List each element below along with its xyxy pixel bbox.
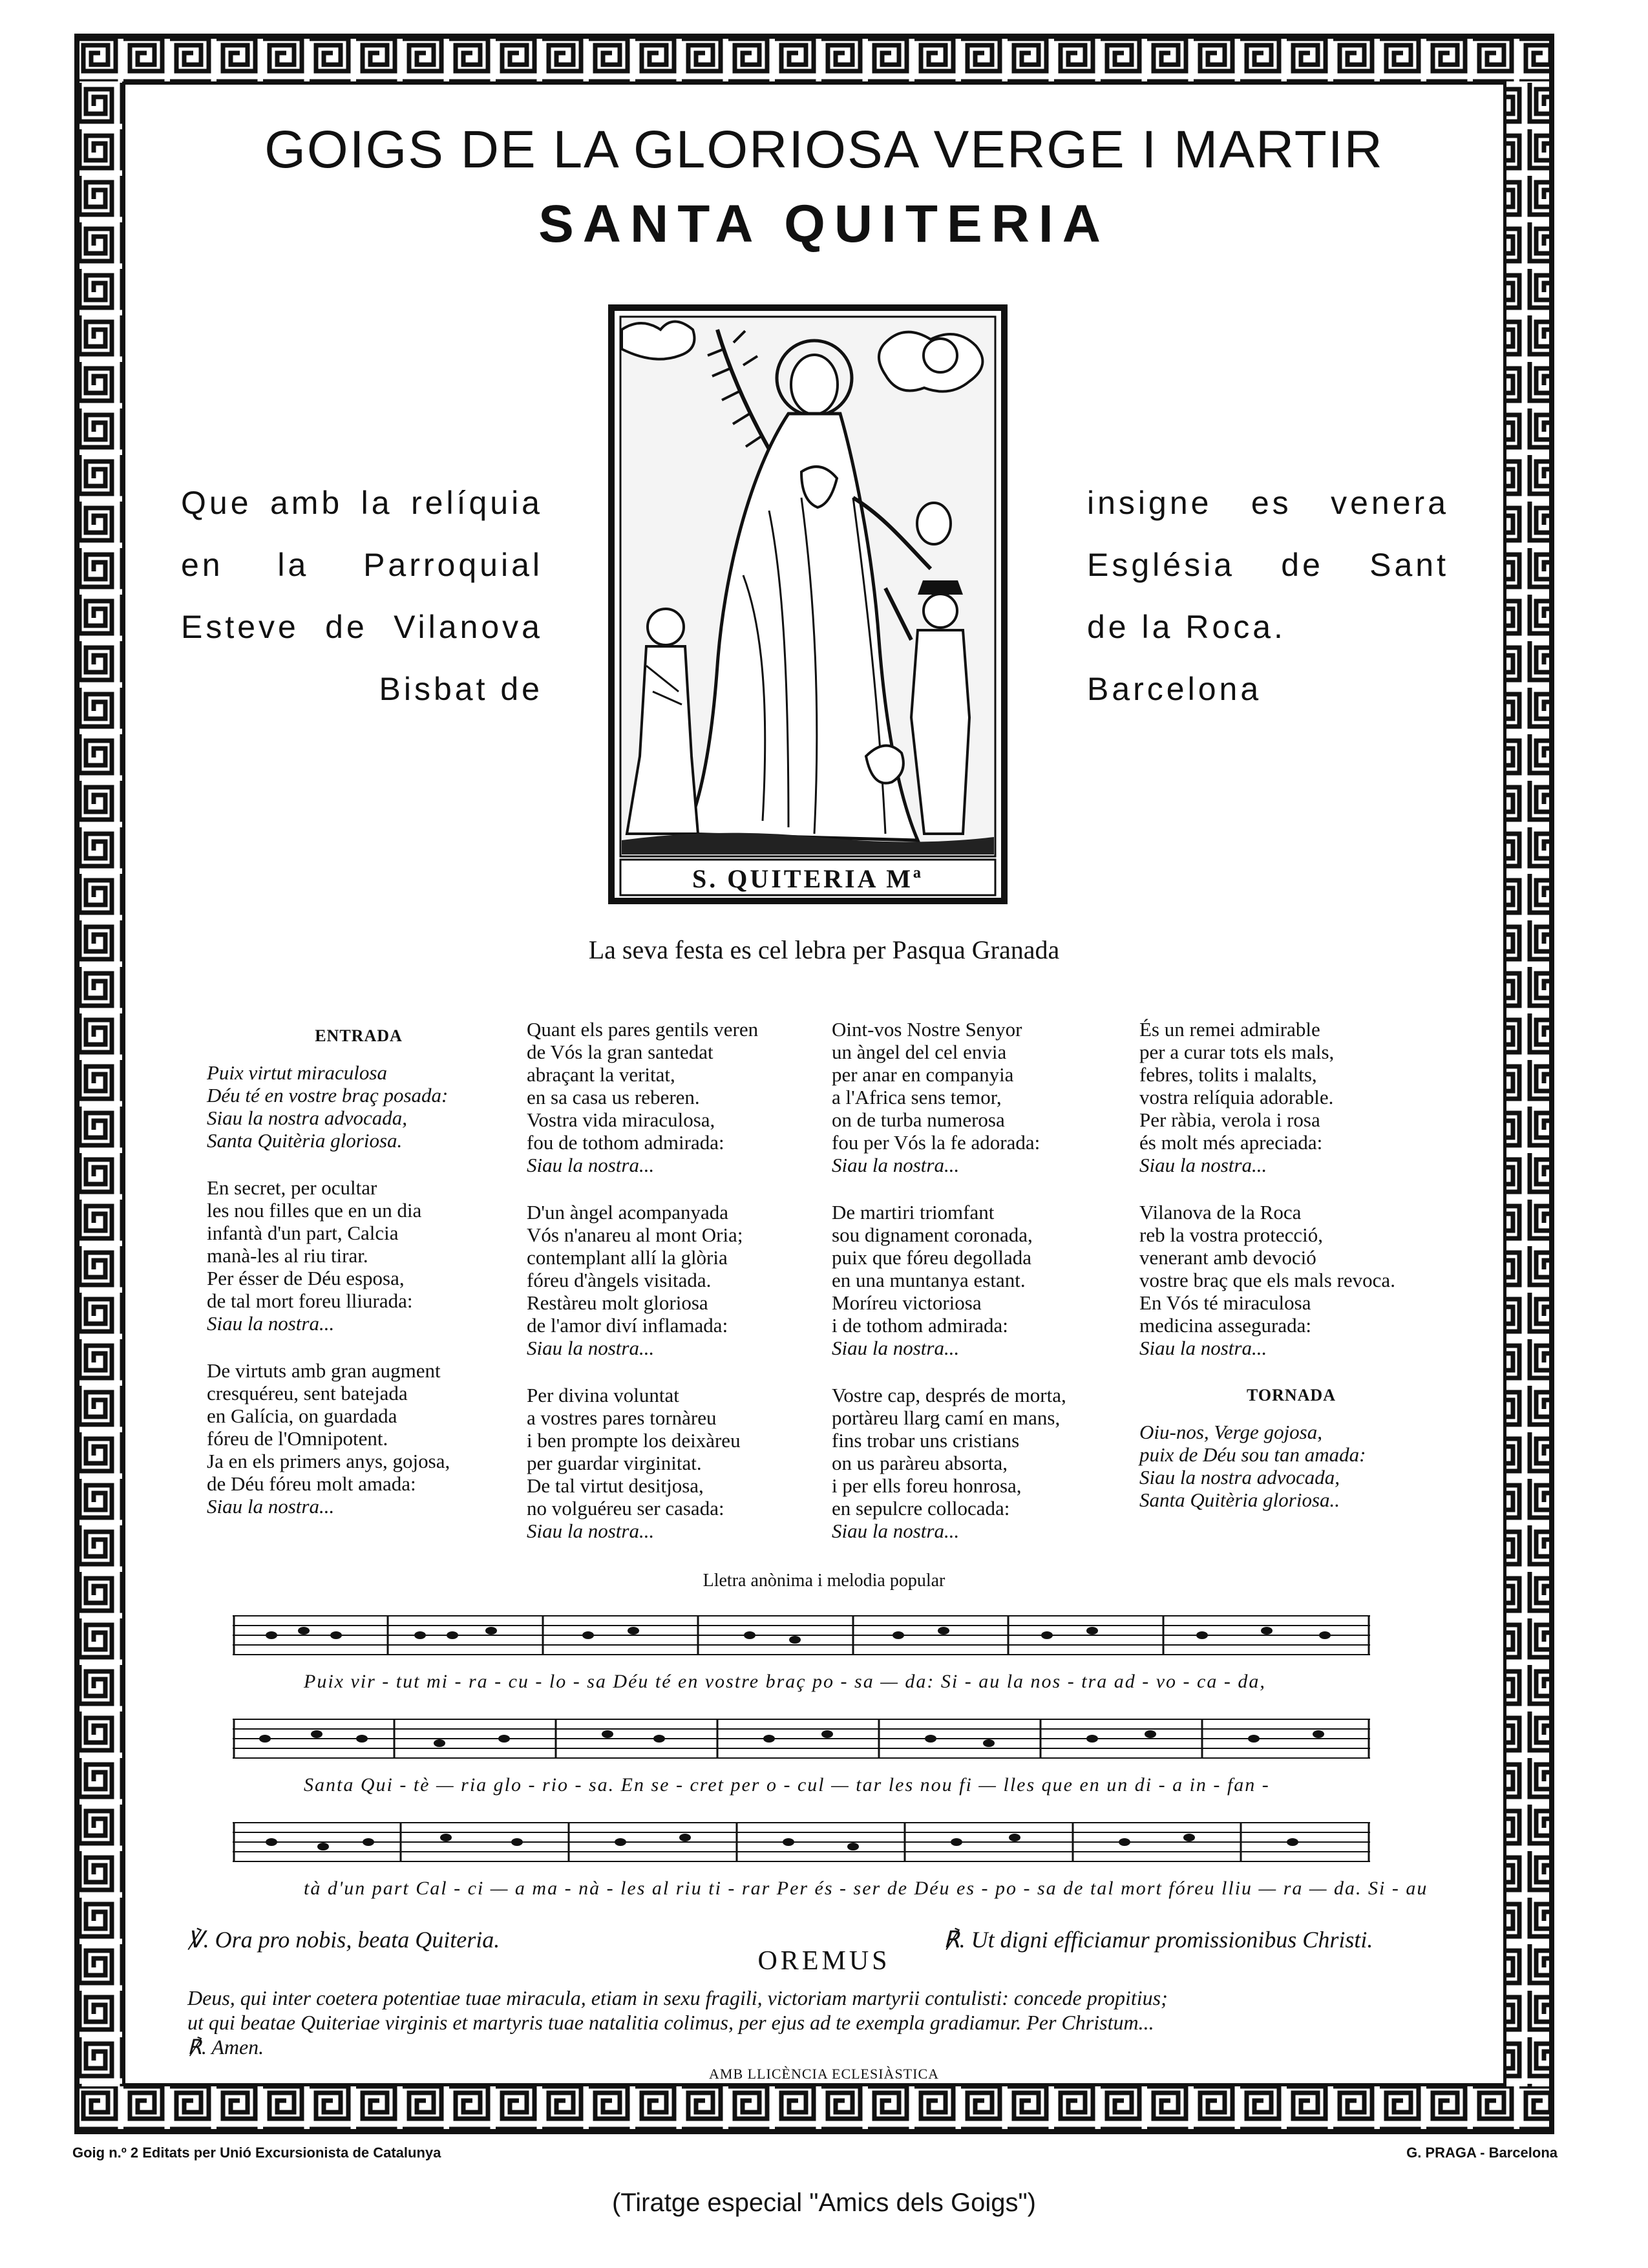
dedication-left: [181, 472, 543, 720]
verse-line: De virtuts amb gran augment: [207, 1359, 441, 1382]
verse-line: vostra relíquia adorable.: [1139, 1086, 1334, 1108]
verse-line: De tal virtut desitjosa,: [527, 1474, 704, 1497]
verse-line: És un remei admirable: [1139, 1018, 1320, 1041]
verse-line: Moríreu victoriosa: [832, 1291, 982, 1314]
verse-line: En Vós té miraculosa: [1139, 1291, 1311, 1314]
dedication-right-line: insigne es venera: [1087, 485, 1449, 521]
response: ℟. Ut digni efficiamur promissionibus Christi.: [944, 1927, 1373, 1953]
refrain-line: Siau la nostra...: [832, 1337, 960, 1359]
refrain-line: Siau la nostra...: [832, 1520, 960, 1542]
verses-column-1: [207, 1024, 511, 1542]
verse-line: Vostre cap, després de morta,: [832, 1384, 1066, 1406]
verse-line: Vilanova de la Roca: [1139, 1201, 1302, 1224]
verse-line: vostre braç que els mals revoca.: [1139, 1269, 1395, 1291]
verse-line: Vostra vida miraculosa,: [527, 1108, 715, 1131]
verses-column-3: [832, 1018, 1136, 1567]
verse-line: en sa casa us reberen.: [527, 1086, 700, 1108]
verse-line: a l'Africa sens temor,: [832, 1086, 1002, 1108]
verse-line: en sepulcre collocada:: [832, 1497, 1010, 1520]
verse-line: Puix virtut miraculosa: [207, 1061, 387, 1084]
verse-line: de l'amor diví inflamada:: [527, 1314, 728, 1337]
verse-line: contemplant allí la glòria: [527, 1246, 728, 1269]
refrain-line: Siau la nostra...: [527, 1337, 655, 1359]
verse-line: Per ràbia, verola i rosa: [1139, 1108, 1320, 1131]
music-staff-2: [233, 1713, 1370, 1765]
stanza: [832, 1384, 1136, 1542]
verse-line: abraçant la veritat,: [527, 1063, 675, 1086]
verse-line: portàreu llarg camí en mans,: [832, 1406, 1061, 1429]
verse-line: i ben prompte los deixàreu: [527, 1429, 741, 1452]
music-credit: Lletra anònima i melodia popular: [703, 1571, 945, 1591]
verse-line: fins trobar uns cristians: [832, 1429, 1020, 1452]
stanza: [527, 1201, 830, 1359]
verse-line: Siau la nostra advocada,: [1139, 1466, 1340, 1489]
stanza: [1139, 1018, 1443, 1176]
prayer-line: Deus, qui inter coetera potentiae tuae miracula, etiam in sexu fragili, victoriam martyrii contulisti: concede propitius;: [187, 1986, 1168, 2009]
verse-line: cresquéreu, sent batejada: [207, 1382, 408, 1404]
ecclesiastical-license: AMB LLICÈNCIA ECLESIÀSTICA: [709, 2066, 939, 2082]
refrain-line: Siau la nostra...: [207, 1312, 335, 1335]
refrain-line: Siau la nostra...: [207, 1495, 335, 1518]
dedication-left-line: en la Parroquial: [181, 547, 543, 583]
verse-line: per a curar tots els mals,: [1139, 1041, 1335, 1063]
dedication-left-line: Bisbat de: [379, 671, 543, 707]
music-lyrics-2: Santa Qui - tè — ria glo - rio - sa. En se - cret per o - cul — tar les nou fi — lles que en un di - a in - fan -: [304, 1774, 1270, 1796]
verse-line: Restàreu molt gloriosa: [527, 1291, 708, 1314]
verse-line: per anar en companyia: [832, 1063, 1014, 1086]
verse-line: per guardar virginitat.: [527, 1452, 702, 1474]
verse-line: D'un àngel acompanyada: [527, 1201, 729, 1224]
dedication-left-line: Esteve de Vilanova: [181, 609, 543, 645]
verse-line: puix de Déu sou tan amada:: [1139, 1443, 1366, 1466]
verse-line: Per divina voluntat: [527, 1384, 679, 1406]
verse-line: és molt més apreciada:: [1139, 1131, 1323, 1154]
verse-line: puix que fóreu degollada: [832, 1246, 1032, 1269]
verse-line: i de tothom admirada:: [832, 1314, 1008, 1337]
verse-line: fóreu d'àngels visitada.: [527, 1269, 712, 1291]
music-lyrics-3: tà d'un part Cal - ci — a ma - nà - les al riu ti - rar Per és - ser de Déu es - po - sa de tal mort fóreu lliu — ra — da. Si - au: [304, 1878, 1428, 1899]
verse-line: febres, tolits i malalts,: [1139, 1063, 1317, 1086]
prayer-text: [187, 1986, 1435, 2059]
dedication-right-line: Església de Sant: [1087, 547, 1449, 583]
stanza: [527, 1384, 830, 1542]
oremus-heading: OREMUS: [757, 1946, 891, 1976]
verse-line: Siau la nostra advocada,: [207, 1107, 407, 1129]
refrain-line: Siau la nostra...: [527, 1520, 655, 1542]
stanza: [832, 1201, 1136, 1359]
verse-line: reb la vostra protecció,: [1139, 1224, 1324, 1246]
verses-column-4: [1139, 1018, 1443, 1536]
verse-line: Quant els pares gentils veren: [527, 1018, 759, 1041]
verse-line: Déu té en vostre braç posada:: [207, 1084, 449, 1107]
tornada-heading: TORNADA: [1247, 1386, 1336, 1404]
entrada-heading: ENTRADA: [315, 1026, 403, 1045]
verse-line: manà-les al riu tirar.: [207, 1244, 368, 1267]
verse-line: fóreu de l'Omnipotent.: [207, 1427, 388, 1450]
footer-special-edition: (Tiratge especial "Amics dels Goigs"): [611, 2189, 1036, 2217]
verse-line: on de turba numerosa: [832, 1108, 1005, 1131]
verse-line: no volguéreu ser casada:: [527, 1497, 724, 1520]
verse-line: les nou filles que en un dia: [207, 1199, 422, 1222]
verse-line: Oiu-nos, Verge gojosa,: [1139, 1421, 1322, 1443]
verse-line: Oint-vos Nostre Senyor: [832, 1018, 1022, 1041]
feast-day-line: La seva festa es cel lebra per Pasqua Granada: [588, 935, 1060, 964]
stanza: [1139, 1421, 1443, 1511]
prayer-line: ℟. Amen.: [187, 2035, 264, 2059]
verse-line: fou de tothom admirada:: [527, 1131, 724, 1154]
versicle: ℣. Ora pro nobis, beata Quiteria.: [187, 1927, 500, 1953]
refrain-line: Siau la nostra...: [832, 1154, 960, 1176]
stanza: [832, 1018, 1136, 1176]
verse-line: infantà d'un part, Calcia: [207, 1222, 399, 1244]
verse-line: Santa Quitèria gloriosa..: [1139, 1489, 1340, 1511]
music-staff-3: [233, 1816, 1370, 1868]
woodcut-caption: S. QUITERIA Mª: [692, 864, 924, 893]
verse-line: fou per Vós la fe adorada:: [832, 1131, 1041, 1154]
verse-line: En secret, per ocultar: [207, 1176, 377, 1199]
verse-line: un àngel del cel envia: [832, 1041, 1007, 1063]
verse-line: de tal mort foreu lliurada:: [207, 1289, 413, 1312]
verse-line: i per ells foreu honrosa,: [832, 1474, 1022, 1497]
dedication-left-line: Que amb la relíquia: [181, 485, 543, 521]
footer-publisher: Goig n.º 2 Editats per Unió Excursionista de Catalunya: [72, 2145, 441, 2161]
refrain-line: Siau la nostra...: [1139, 1154, 1267, 1176]
verse-line: Santa Quitèria gloriosa.: [207, 1129, 403, 1152]
dedication-right: [1087, 472, 1449, 720]
stanza: [1139, 1201, 1443, 1359]
footer-printer: G. PRAGA - Barcelona: [1406, 2145, 1558, 2161]
title-line-2: SANTA QUITERIA: [538, 195, 1110, 253]
refrain-line: Siau la nostra...: [527, 1154, 655, 1176]
verse-line: on us paràreu absorta,: [832, 1452, 1008, 1474]
dedication-right-line: Barcelona: [1087, 671, 1262, 707]
stanza: [527, 1018, 830, 1176]
verse-line: De martiri triomfant: [832, 1201, 995, 1224]
music-lyrics-1: Puix vir - tut mi - ra - cu - lo - sa Déu té en vostre braç po - sa — da: Si - au la nos - tra ad - vo - ca - da,: [304, 1671, 1266, 1692]
stanza: [207, 1176, 511, 1335]
verse-line: Vós n'anareu al mont Oria;: [527, 1224, 743, 1246]
title-line-1: GOIGS DE LA GLORIOSA VERGE I MARTIR: [264, 120, 1384, 179]
saint-woodcut-image: [607, 304, 1008, 905]
verse-line: de Vós la gran santedat: [527, 1041, 713, 1063]
music-staff-1: [233, 1609, 1370, 1661]
stanza: [207, 1061, 511, 1152]
verse-line: sou dignament coronada,: [832, 1224, 1033, 1246]
verse-line: medicina assegurada:: [1139, 1314, 1311, 1337]
prayer-line: ut qui beatae Quiteriae virginis et martyris tuae natalitia colimus, per ejus ad te exempla gradiamur. Per Christum...: [187, 2011, 1154, 2034]
stanza: [207, 1359, 511, 1518]
verse-line: de Déu fóreu molt amada:: [207, 1472, 416, 1495]
verse-line: en Galícia, on guardada: [207, 1404, 397, 1427]
verse-line: Ja en els primers anys, gojosa,: [207, 1450, 450, 1472]
dedication-right-line: de la Roca.: [1087, 609, 1286, 645]
verse-line: en una muntanya estant.: [832, 1269, 1026, 1291]
refrain-line: Siau la nostra...: [1139, 1337, 1267, 1359]
verse-line: a vostres pares tornàreu: [527, 1406, 717, 1429]
verse-line: Per ésser de Déu esposa,: [207, 1267, 405, 1289]
verse-line: venerant amb devoció: [1139, 1246, 1316, 1269]
verses-column-2: [527, 1018, 830, 1567]
